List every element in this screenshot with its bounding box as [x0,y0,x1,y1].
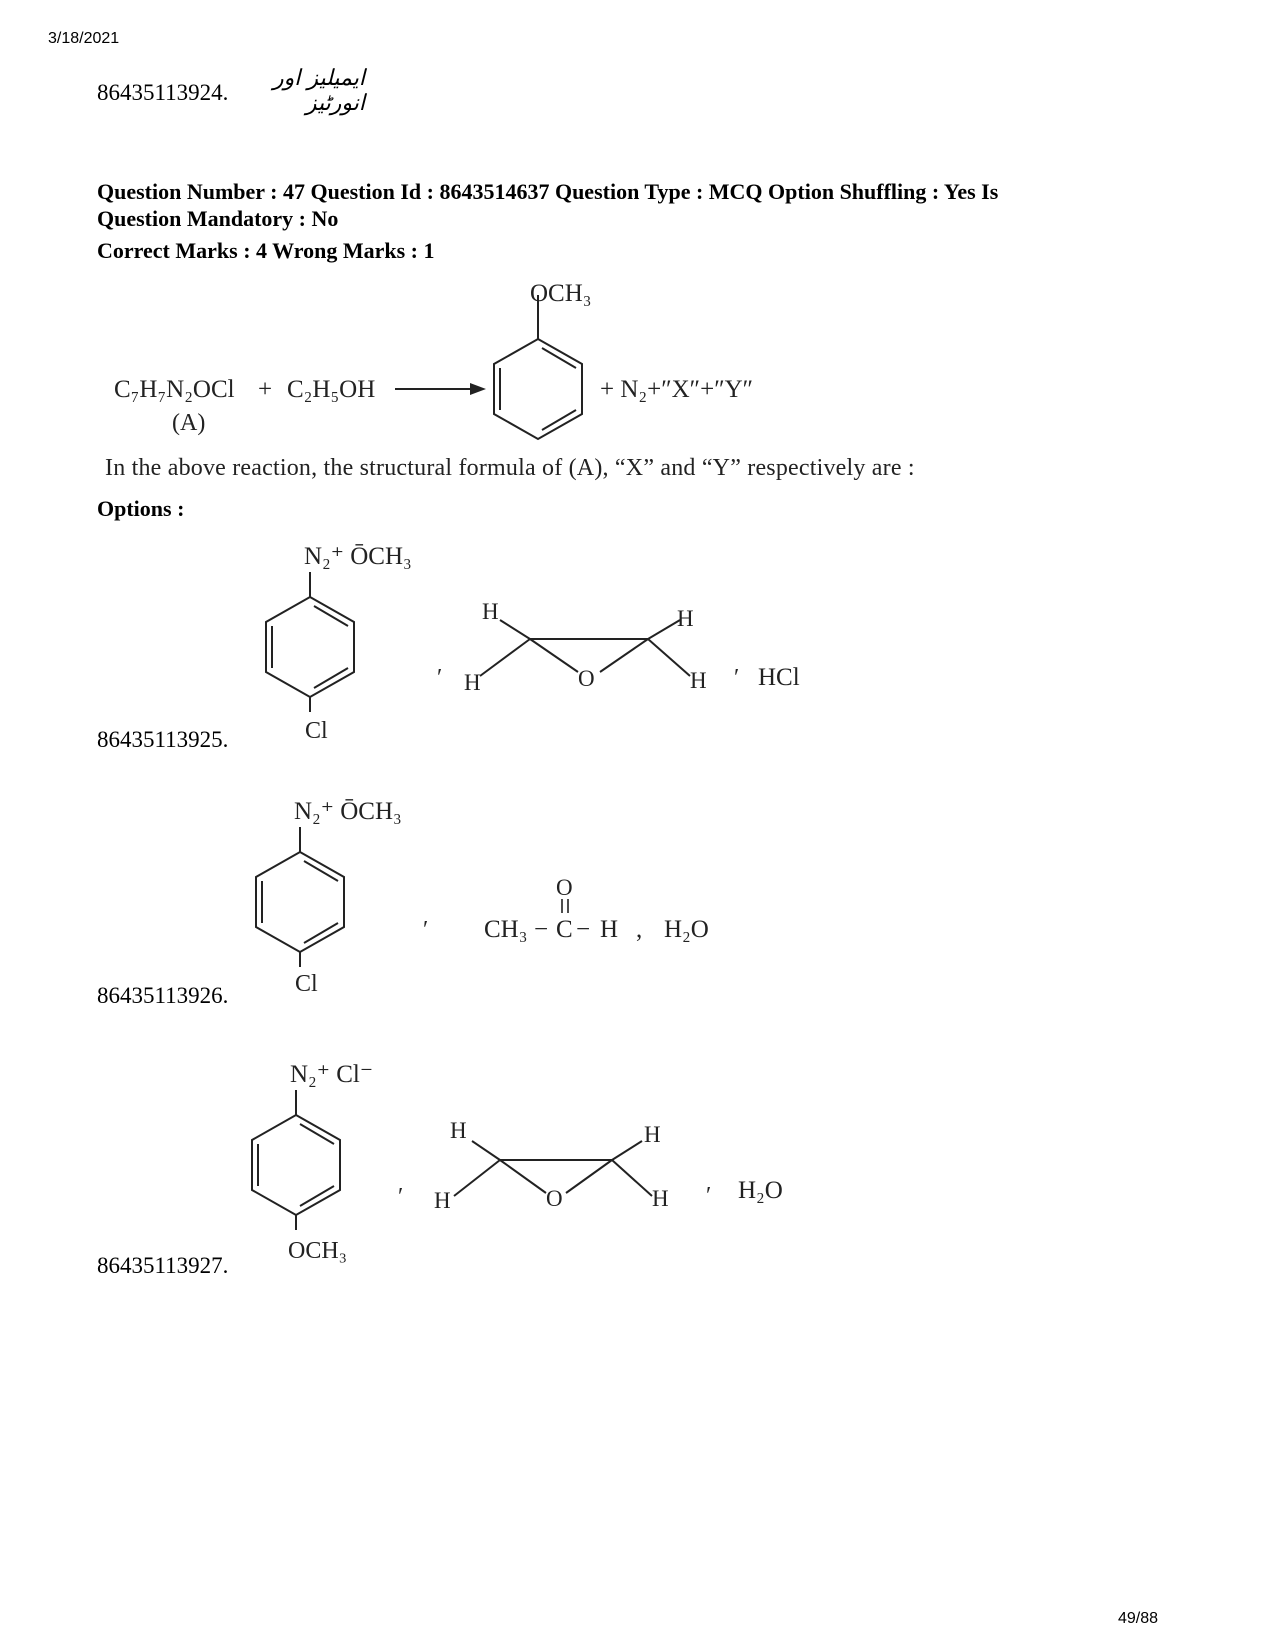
option-3-structure [240,1048,820,1278]
hydrogen-label: H [652,1186,669,1211]
oxygen-label: O [556,875,573,900]
question-meta [97,178,1197,232]
separator: ′ [423,917,429,943]
benzene-ring [494,295,582,439]
hydrogen-label: H [434,1188,451,1213]
hydrogen-label: H [450,1118,467,1143]
label-a: (A) [172,410,206,436]
option-answer-text: ایمیلیز اور انورٹیز [272,66,365,116]
print-date: 3/18/2021 [48,30,120,47]
option-id: 86435113925. [97,727,229,752]
option-id: 86435113926. [97,983,229,1008]
reactant-a-formula: C₇H₇N₂OCl [114,376,235,403]
bond-dash: − [576,916,591,943]
byproduct-label: H₂O [738,1177,783,1204]
question-text: In the above reaction, the structural formula of (A), “X” and “Y” respectively are : [105,455,915,481]
benzene-ring [256,827,344,967]
byproduct-label: HCl [758,664,800,691]
bond-dash: − [534,916,549,943]
methyl-label: CH₃ [484,916,528,943]
reaction-diagram [100,275,820,445]
question-meta-line-2: Question Mandatory : No [97,206,339,231]
question-marks: Correct Marks : 4 Wrong Marks : 1 [97,238,435,263]
oxygen-label: O [546,1186,563,1211]
carbon-label: C [556,916,573,943]
option-2-structure [240,785,740,1005]
chloro-label: Cl [305,718,328,744]
carbonyl-double-bond [562,899,568,913]
byproduct-label: H₂O [664,916,709,943]
reactant-ethanol: C₂H₅OH [287,376,376,403]
option-id: 86435113927. [97,1253,229,1278]
page-number: 49/88 [1117,1610,1158,1627]
question-meta-line-1: Question Number : 47 Question Id : 8643514637 Question Type : MCQ Option Shuffling : Yes Is [97,179,999,204]
diazonium-label: N₂⁺ ŌCH₃ [304,543,412,570]
plus-sign: + [258,376,273,403]
hydrogen-label: H [600,916,619,943]
hydrogen-label: H [677,606,694,631]
hydrogen-label: H [464,670,481,695]
reaction-arrow-icon [395,383,486,395]
diazonium-label: N₂⁺ Cl⁻ [290,1061,374,1088]
option-1-structure [250,530,830,750]
diazonium-label: N₂⁺ ŌCH₃ [294,798,402,825]
option-id: 86435113924. [97,80,229,105]
methoxy-label: OCH₃ [288,1238,348,1264]
separator: , [636,916,643,943]
separator: ′ [398,1184,404,1210]
separator: ′ [437,665,443,691]
hydrogen-label: H [644,1122,661,1147]
benzene-ring [266,572,354,712]
separator: ′ [734,665,740,691]
chloro-label: Cl [295,971,318,997]
hydrogen-label: H [482,599,499,624]
methoxy-substituent: OCH₃ [530,280,592,307]
options-label: Options : [97,496,185,521]
benzene-ring [252,1090,340,1230]
hydrogen-label: H [690,668,707,693]
separator: ′ [706,1183,712,1209]
reaction-products: + N₂+″X″+″Y″ [600,376,754,403]
oxygen-label: O [578,666,595,691]
